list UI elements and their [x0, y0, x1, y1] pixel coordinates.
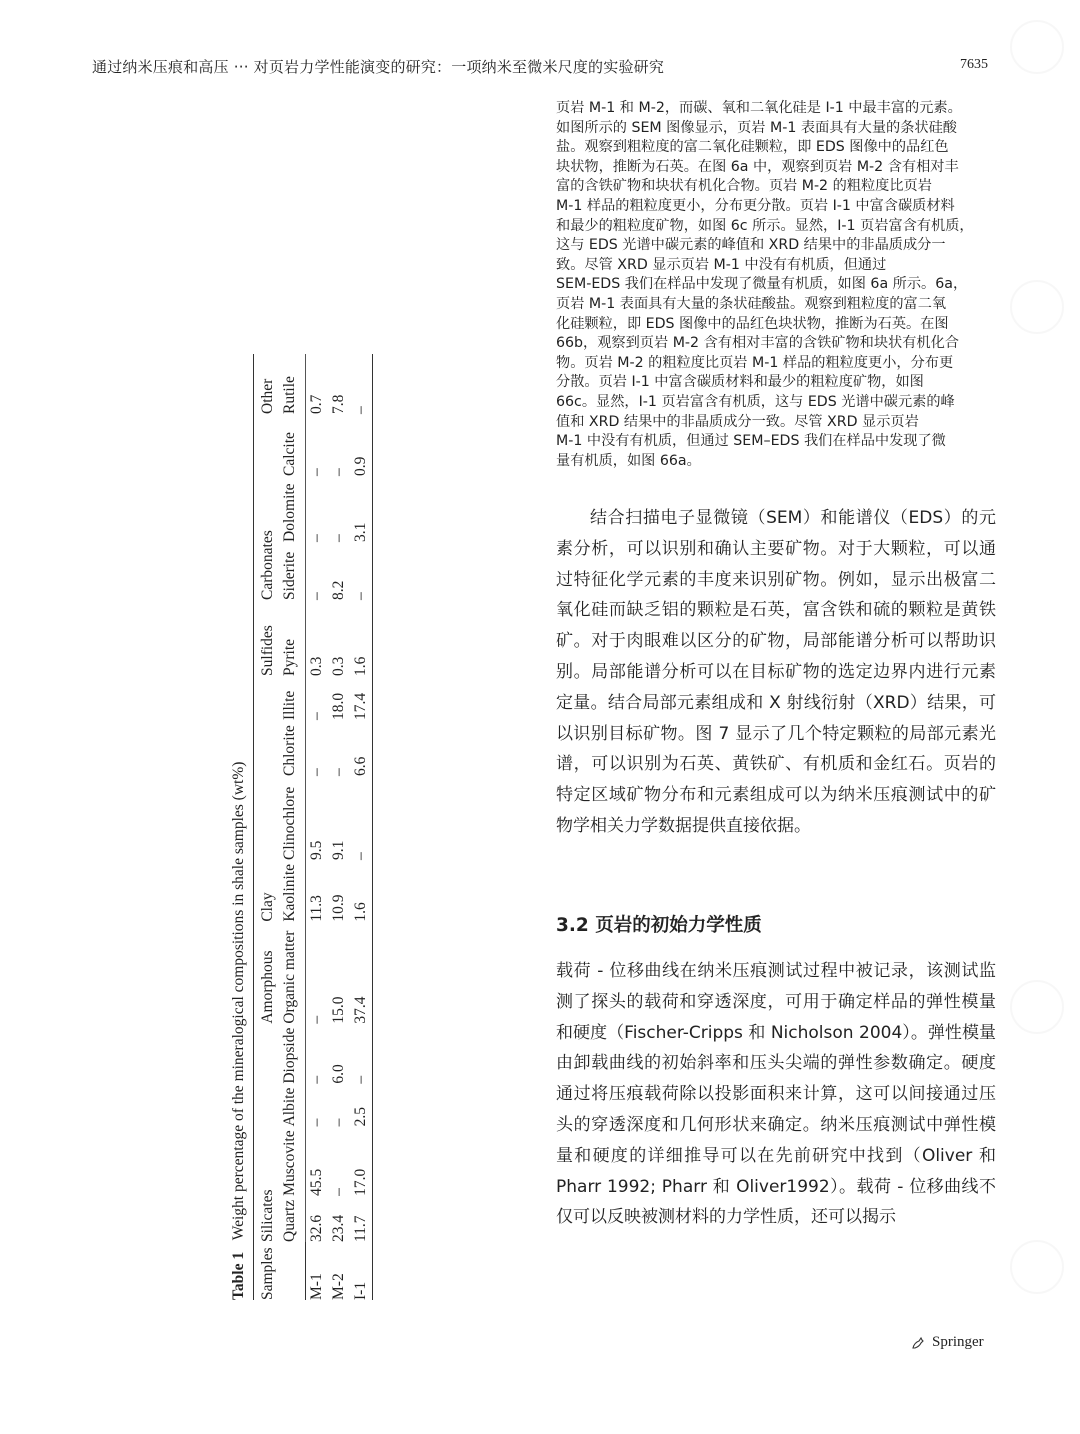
col-header: Chlorite — [279, 720, 306, 776]
table-cell: 7.8 — [330, 394, 347, 414]
running-title: 通过纳米压痕和高压 ··· 对页岩力学性能演变的研究：一项纳米至微米尺度的实验研究 — [92, 58, 665, 76]
text-line: 致。尽管 XRD 显示页岩 M-1 中没有有机质，但通过 — [556, 256, 887, 273]
table-cell: 9.5 — [308, 840, 325, 860]
col-header: Quartz — [279, 1196, 306, 1242]
col-header: Calcite — [279, 414, 306, 476]
data-table — [253, 354, 373, 1300]
table-cell: 11.7 — [350, 1196, 373, 1242]
table-cell: 17.4 — [350, 676, 373, 720]
paragraph-load-displacement: 载荷 - 位移曲线在纳米压痕测试过程中被记录，该测试监测了探头的载荷和穿透深度，可用于确定样品的弹性模量和硬度（Fischer-Cripps 和 Nicholson 2004）。弹性模量由卸载曲线的初始斜率和压头尖端的弹性参数确定。硬度通过将压痕载荷除以投影面积来计算，这可以间接通过压头的穿透深度和几何形状来确定。纳米压痕测试中弹性模量和硬度的详细推导可以在先前研究中找到（Oliver 和 Pharr 1992; Pharr 和 Oliver1992）。载荷 - 位移曲线不仅可以反映被测材料的力学性质，还可以揭示 — [556, 961, 996, 1228]
col-header: Dolomite — [279, 476, 306, 542]
text-line: 值和 XRD 结果中的非晶质成分一致。尽管 XRD 显示页岩 — [556, 413, 919, 430]
table-cell: – — [330, 1118, 347, 1127]
table-cell: 32.6 — [308, 1214, 325, 1242]
publisher-name: Springer — [932, 1334, 984, 1350]
springer-horse-icon — [910, 1335, 926, 1351]
col-group-sulfides: Sulfides — [259, 625, 276, 676]
table-label: Table 1 — [230, 1251, 247, 1300]
text-line: 量有机质，如图 66a。 — [556, 452, 701, 469]
text-line: 化硅颗粒，即 EDS 图像中的品红色块状物，推断为石英。在图 — [556, 315, 949, 332]
table-cell: 23.4 — [330, 1214, 347, 1242]
paragraph-continued — [556, 99, 996, 471]
table-cell: – — [308, 768, 325, 776]
table-group-header — [254, 354, 280, 1300]
text-line: 66b，观察到页岩 M-2 含有相对丰富的含铁矿物和块状有机化合 — [556, 335, 959, 352]
table-cell: 1.6 — [350, 860, 373, 922]
table-row — [328, 354, 350, 1300]
col-header: Illite — [279, 676, 306, 720]
col-header: Clinochlore — [279, 776, 306, 860]
table-cell: – — [308, 1015, 325, 1024]
text-line: 这与 EDS 光谱中碳元素的峰值和 XRD 结果中的非晶质成分一 — [556, 237, 946, 254]
table-cell: 45.5 — [308, 1168, 325, 1196]
table-cell: 0.3 — [308, 656, 325, 676]
table-cell: 18.0 — [330, 692, 347, 720]
text-line: 和最少的粗粒度矿物，如图 6c 所示。显然，I-1 页岩富含有机质， — [556, 217, 974, 234]
table-cell: – — [350, 542, 373, 600]
table-cell: 10.9 — [330, 894, 347, 922]
table-cell: – — [350, 354, 373, 414]
table-cell: – — [308, 468, 325, 476]
table-cell: 6.0 — [330, 1064, 347, 1084]
table-cell: 9.1 — [330, 840, 347, 860]
table-cell: 6.6 — [350, 720, 373, 776]
col-group-other: Other — [259, 378, 276, 414]
table-cell: 1.6 — [350, 600, 373, 676]
watermark-logo — [1010, 1240, 1064, 1294]
table-row — [306, 354, 329, 1300]
table-cell: – — [330, 768, 347, 776]
col-header: Pyrite — [279, 600, 306, 676]
sample-name: M-1 — [308, 1273, 325, 1300]
table-cell: – — [308, 592, 325, 600]
table-cell: – — [308, 534, 325, 542]
sample-name: M-2 — [330, 1273, 347, 1300]
table-row — [350, 354, 373, 1300]
table-cell: 0.9 — [350, 414, 373, 476]
table-cell: – — [350, 776, 373, 860]
text-line: 页岩 M-1 和 M-2，而碳、氧和二氧化硅是 I-1 中最丰富的元素。 — [556, 100, 962, 116]
sample-name: I-1 — [350, 1242, 373, 1300]
col-group-clay: Clay — [259, 892, 276, 922]
page-number: 7635 — [960, 57, 988, 72]
col-group-silicates: Silicates — [259, 1189, 276, 1242]
text-line: 富的含铁矿物和块状有机化合物。页岩 M-2 的粗粒度比页岩 — [556, 178, 932, 195]
table-column-header — [279, 354, 306, 1300]
col-header: Diopside — [279, 1024, 306, 1084]
col-header: Organic matter — [279, 922, 306, 1024]
text-line: 分散。页岩 I-1 中富含碳质材料和最少的粗粒度矿物，如图 — [556, 374, 924, 391]
table-cell: 2.5 — [350, 1084, 373, 1127]
col-header: Siderite — [279, 542, 306, 600]
col-header: Muscovite — [279, 1126, 306, 1195]
table-caption — [225, 70, 253, 1300]
col-group-samples: Samples — [259, 1247, 276, 1300]
table-cell: – — [350, 1024, 373, 1084]
section-heading: 3.2 页岩的初始力学性质 — [556, 915, 762, 936]
table-cell: – — [330, 468, 347, 476]
table-cell: 11.3 — [308, 895, 325, 922]
table-cell: – — [308, 712, 325, 720]
text-line: 66c。显然，I-1 页岩富含有机质，这与 EDS 光谱中碳元素的峰 — [556, 393, 955, 410]
table-cell: 0.3 — [330, 656, 347, 676]
text-line: 盐。观察到粗粒度的富二氧化硅颗粒，即 EDS 图像中的品红色 — [556, 139, 949, 156]
watermark-logo — [1010, 280, 1064, 334]
table-cell: – — [308, 1118, 325, 1127]
col-header: Rutile — [279, 354, 306, 414]
table-cell: 3.1 — [350, 476, 373, 542]
table-cell: – — [308, 1075, 325, 1084]
table-cell: 37.4 — [350, 922, 373, 1024]
table-caption-text: Weight percentage of the mineralogical compositions in shale samples (wt%) — [230, 761, 247, 1241]
publisher-footer — [910, 1334, 984, 1351]
text-line: M-1 样品的粗粒度更小，分布更分散。页岩 I-1 中富含碳质材料 — [556, 197, 955, 214]
table-cell: – — [330, 534, 347, 542]
watermark-logo — [1010, 980, 1064, 1034]
table-cell: 15.0 — [330, 996, 347, 1024]
table-cell: – — [330, 1188, 347, 1196]
col-header: Albite — [279, 1084, 306, 1127]
table-cell: 17.0 — [350, 1126, 373, 1195]
watermark-logo — [1010, 20, 1064, 74]
table-cell: 0.7 — [308, 394, 325, 414]
text-line: 物。页岩 M-2 的粗粒度比页岩 M-1 样品的粗粒度更小，分布更 — [556, 354, 954, 371]
mineral-composition-table — [225, 70, 395, 1300]
table-cell: 8.2 — [330, 580, 347, 600]
paragraph-sem-eds: 结合扫描电子显微镜（SEM）和能谱仪（EDS）的元素分析，可以识别和确认主要矿物。对于大颗粒，可以通过特征化学元素的丰度来识别矿物。例如，显示出极富二氧化硅而缺乏铝的颗粒是石英，富含铁和硫的颗粒是黄铁矿。对于肉眼难以区分的矿物，局部能谱分析可以帮助识别。局部能谱分析可以在目标矿物的选定边界内进行元素定量。结合局部元素组成和 X 射线衍射（XRD）结果，可以识别目标矿物。图 7 显示了几个特定颗粒的局部元素光谱，可以识别为石英、黄铁矿、有机质和金红石。页岩的特定区域矿物分布和元素组成可以为纳米压痕测试中的矿物学相关力学数据提供直接依据。 — [556, 508, 996, 836]
text-line: M-1 中没有有机质，但通过 SEM–EDS 我们在样品中发现了微 — [556, 433, 946, 450]
col-header: Kaolinite — [279, 860, 306, 922]
text-line: 如图所示的 SEM 图像显示，页岩 M-1 表面具有大量的条状硅酸 — [556, 119, 957, 136]
col-group-amorphous: Amorphous — [259, 950, 276, 1024]
text-line: 块状物，推断为石英。在图 6a 中，观察到页岩 M-2 含有相对丰 — [556, 158, 959, 175]
text-line: SEM-EDS 我们在样品中发现了微量有机质，如图 6a 所示。6a， — [556, 276, 968, 293]
col-group-carbonates: Carbonates — [259, 530, 276, 600]
text-line: 页岩 M-1 表面具有大量的条状硅酸盐。观察到粗粒度的富二氧 — [556, 295, 947, 312]
